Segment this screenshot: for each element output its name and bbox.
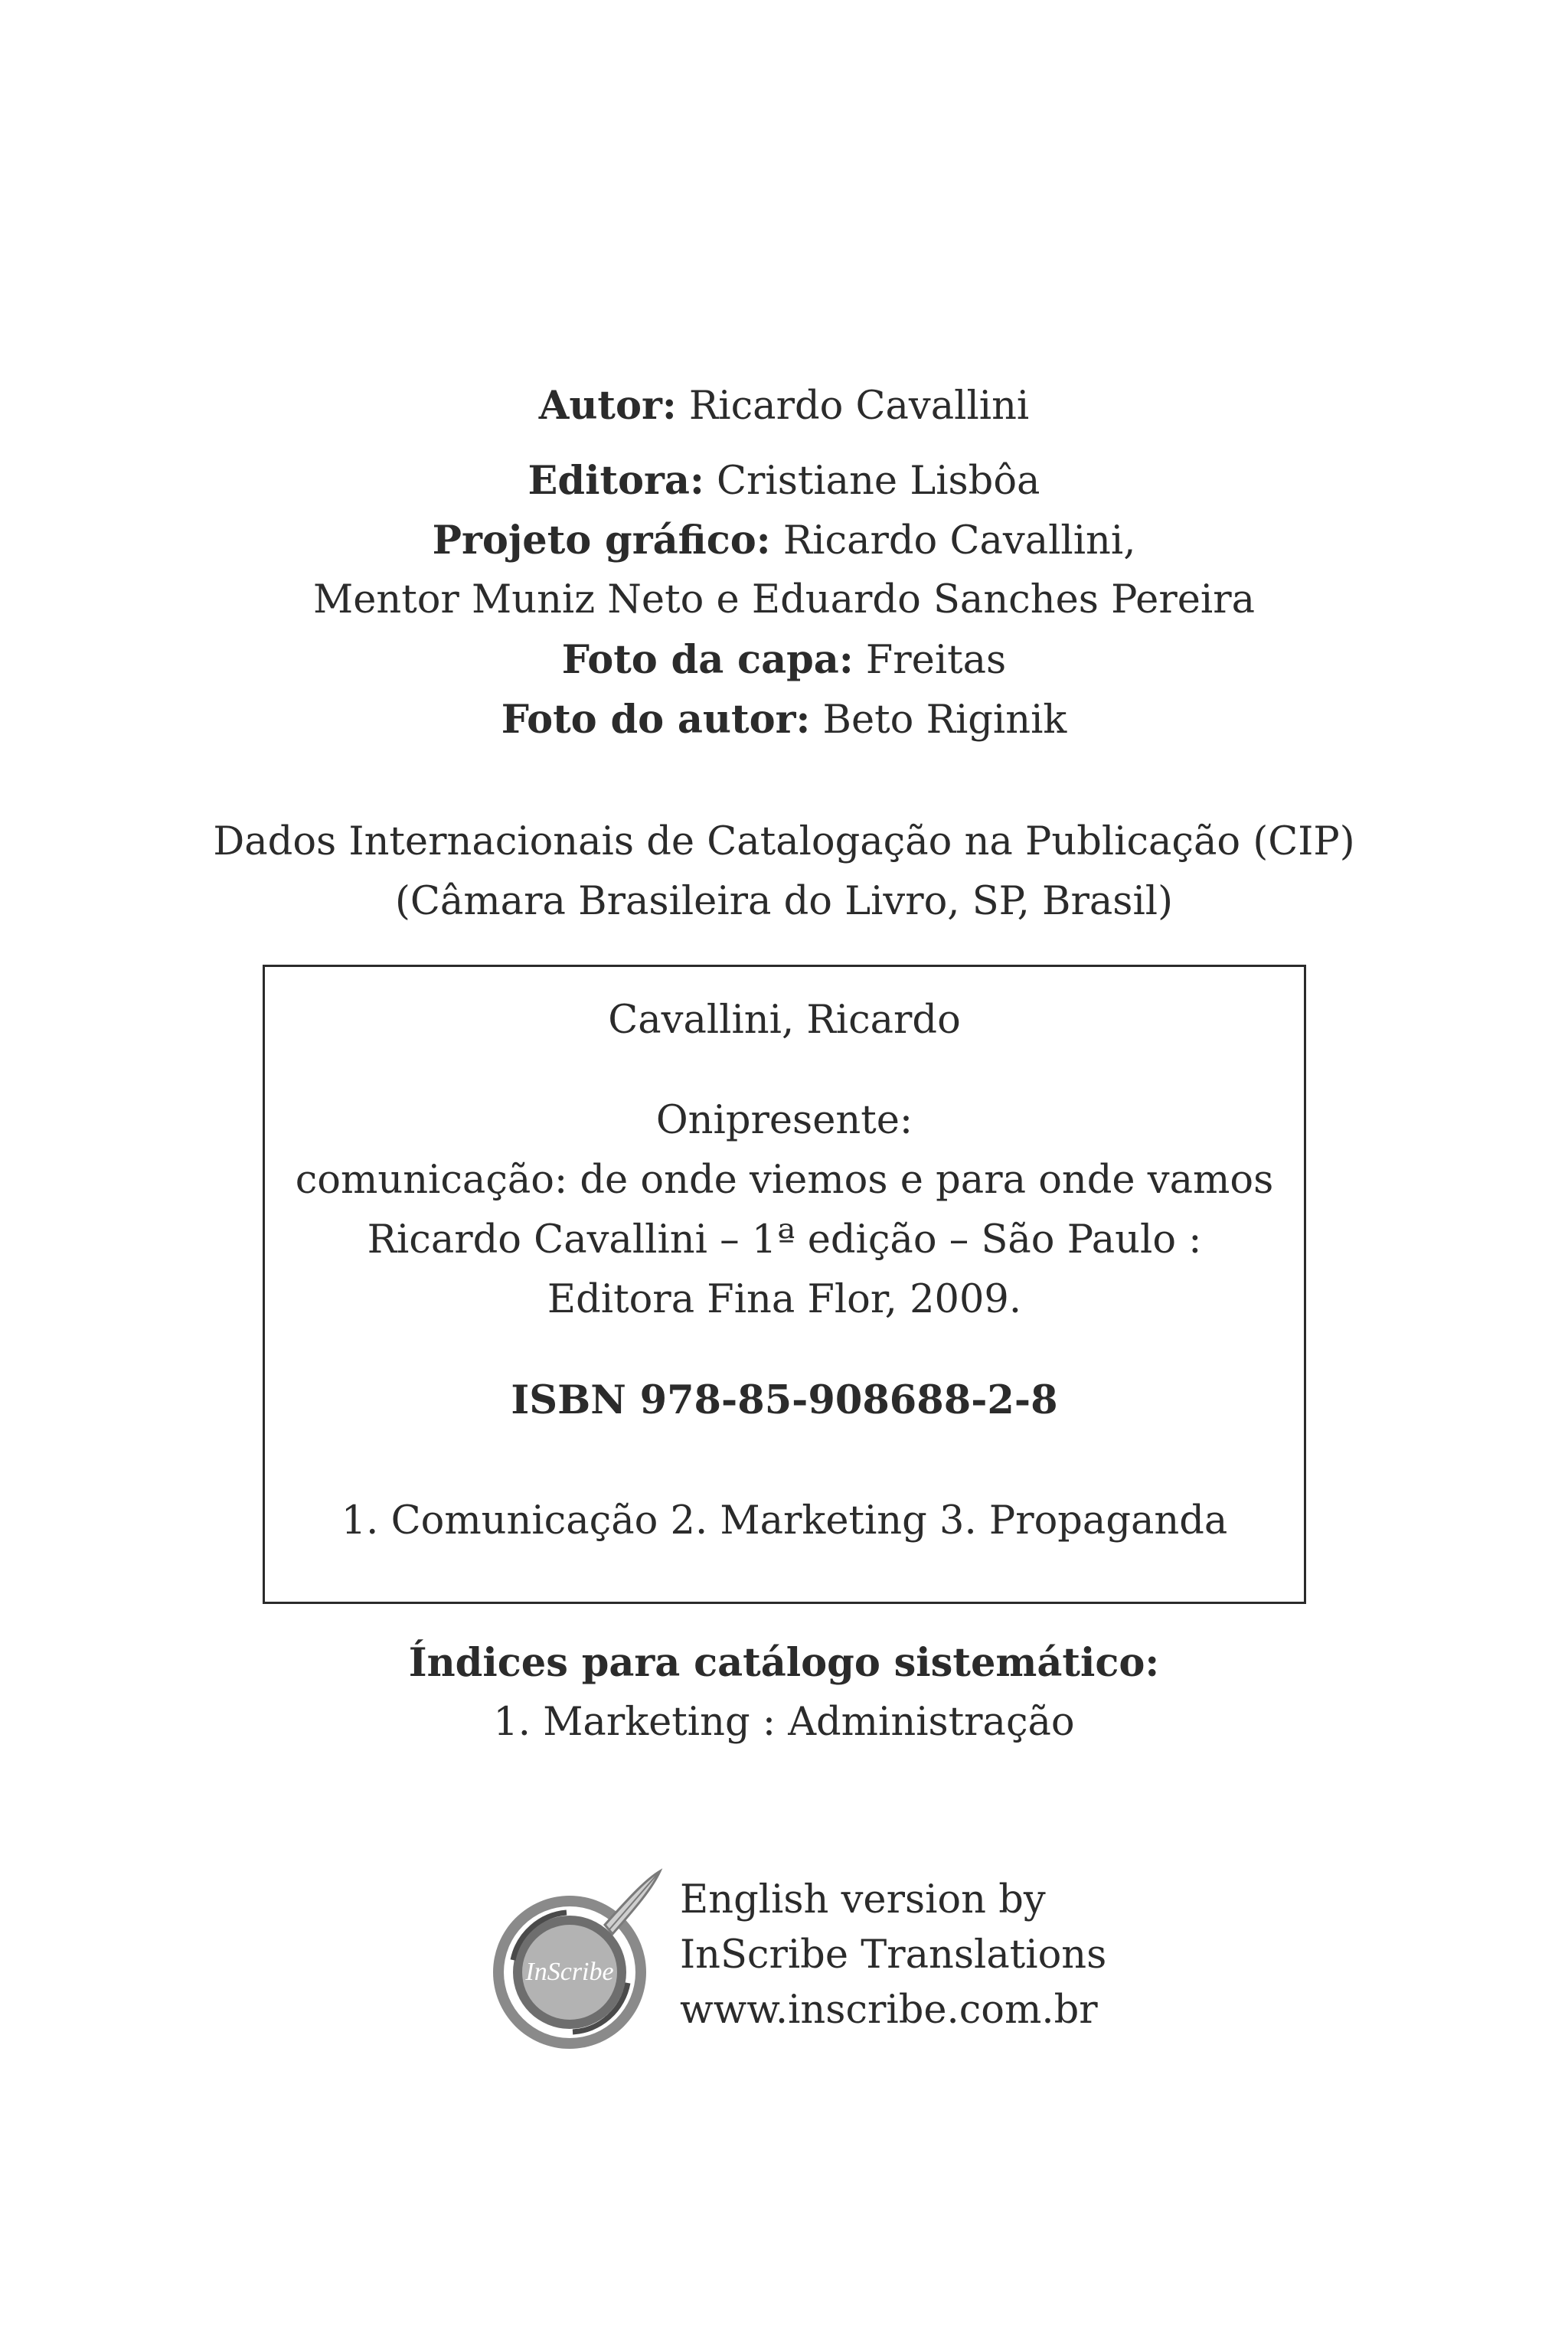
cip-title: Onipresente: [655, 1098, 913, 1143]
cip-subtitle: comunicação: de onde viemos e para onde vamos [295, 1158, 1274, 1203]
cip-isbn: ISBN 978-85-908688-2-8 [511, 1377, 1058, 1423]
index-heading: Índices para catálogo sistemático: [408, 1640, 1160, 1686]
design-credit-continued: Mentor Muniz Neto e Eduardo Sanches Pereira [312, 577, 1256, 622]
translation-credit-line-2: InScribe Translations [680, 1932, 1107, 1978]
editor-value: Cristiane Lisbôa [704, 459, 1040, 504]
design-label: Projeto gráfico: [432, 518, 771, 564]
cip-header-line-1: Dados Internacionais de Catalogação na Publicação (CIP) [213, 819, 1355, 864]
cover-photo-credit [0, 637, 1568, 684]
author-credit [0, 383, 1568, 430]
inscribe-logo [490, 1868, 666, 2052]
cover-photo-label: Foto da capa: [561, 637, 854, 683]
author-photo-credit [0, 697, 1568, 743]
cip-header-line-2: (Câmara Brasileira do Livro, SP, Brasil) [395, 879, 1173, 924]
author-photo-label: Foto do autor: [501, 697, 811, 743]
cover-photo-value: Freitas [853, 638, 1007, 683]
editor-credit [0, 458, 1568, 505]
cip-record-box [263, 965, 1306, 1604]
translation-website: www.inscribe.com.br [680, 1988, 1098, 2033]
design-credit [0, 518, 1568, 564]
cip-edition: Ricardo Cavallini – 1ª edição – São Paulo : [367, 1217, 1202, 1263]
translation-credit-line-1: English version by [680, 1877, 1046, 1922]
index-entry: 1. Marketing : Administração [493, 1700, 1075, 1745]
cip-author: Cavallini, Ricardo [608, 998, 961, 1043]
author-label: Autor: [538, 383, 677, 429]
author-value: Ricardo Cavallini [676, 384, 1030, 429]
author-photo-value: Beto Riginik [810, 697, 1067, 743]
cip-subjects: 1. Comunicação 2. Marketing 3. Propaganda [341, 1498, 1228, 1544]
design-value: Ricardo Cavallini, [770, 518, 1136, 564]
editor-label: Editora: [528, 458, 704, 504]
inscribe-logo-text: InScribe [525, 1958, 614, 1986]
cip-publisher: Editora Fina Flor, 2009. [547, 1277, 1022, 1322]
